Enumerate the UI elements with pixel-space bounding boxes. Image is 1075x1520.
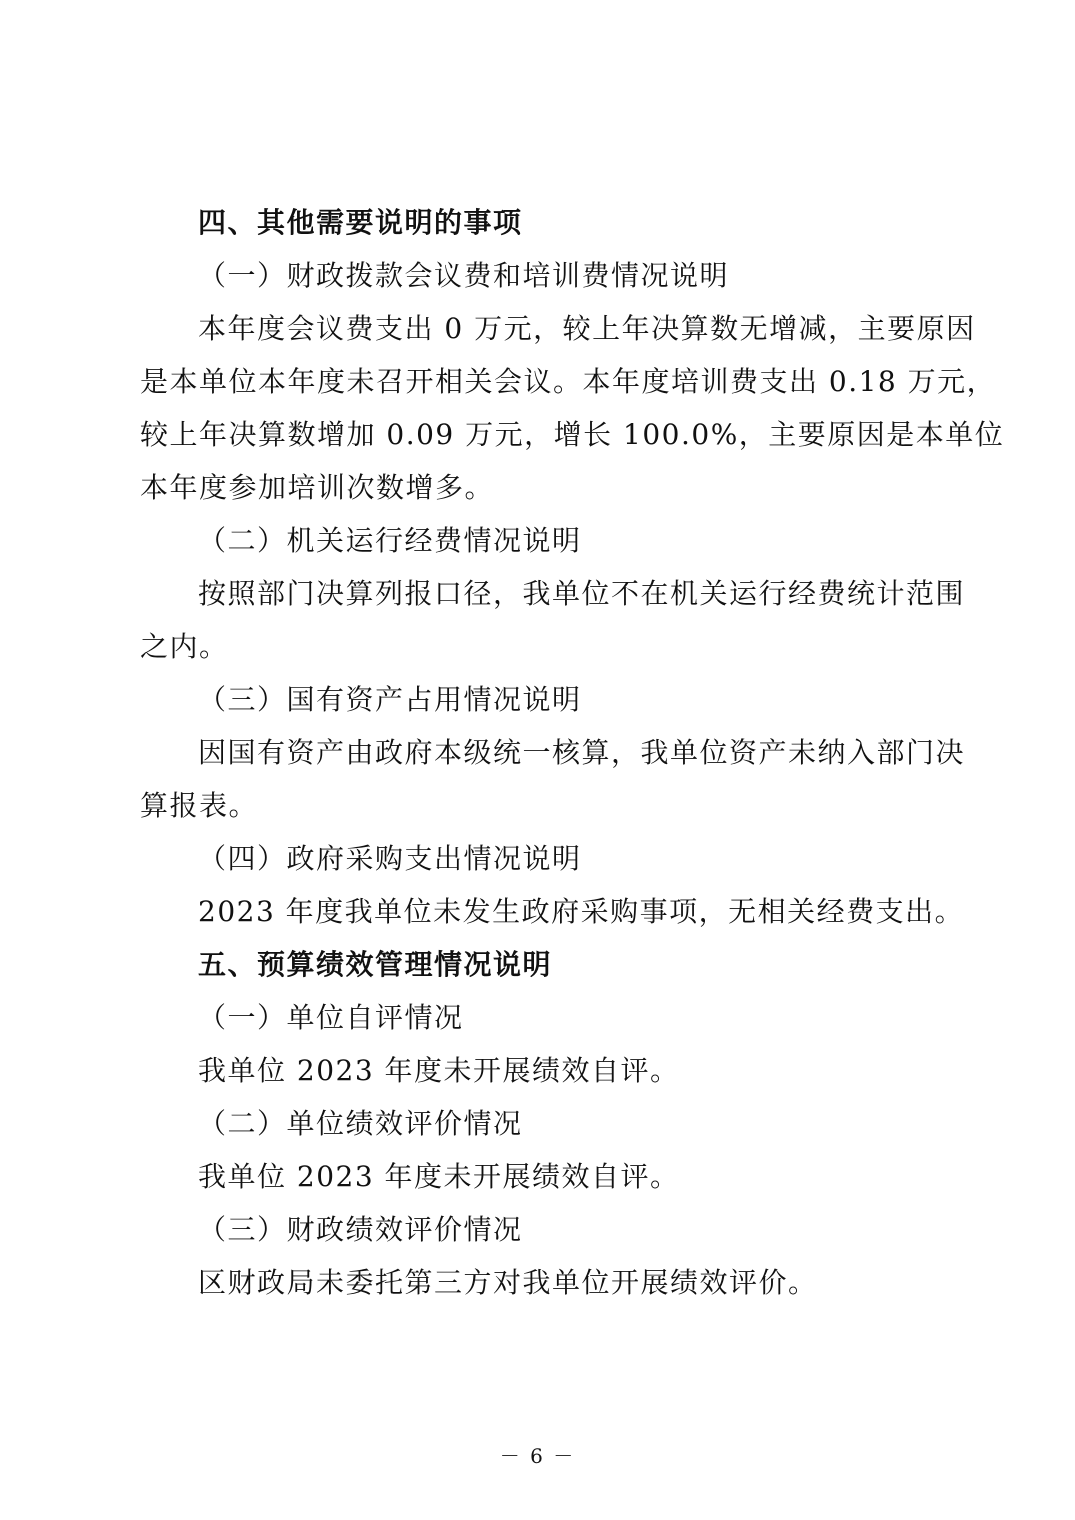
document-page (140, 196, 1005, 1309)
section-5-heading: 五、预算绩效管理情况说明 (198, 948, 553, 981)
section-4-1-heading: （一）财政拨款会议费和培训费情况说明 (198, 259, 730, 292)
paragraph-line: 区财政局未委托第三方对我单位开展绩效评价。 (198, 1266, 818, 1299)
section-5-1-heading: （一）单位自评情况 (198, 1001, 464, 1034)
paragraph-line: 因国有资产由政府本级统一核算，我单位资产未纳入部门决 (198, 736, 966, 769)
paragraph-line: 是本单位本年度未召开相关会议。本年度培训费支出 0.18 万元， (140, 365, 997, 398)
section-4-2-heading: （二）机关运行经费情况说明 (198, 524, 582, 557)
paragraph-line: 我单位 2023 年度未开展绩效自评。 (198, 1054, 680, 1087)
section-4-heading: 四、其他需要说明的事项 (198, 206, 523, 239)
paragraph-line: 算报表。 (140, 789, 259, 822)
page-number: － 6 － (499, 1444, 576, 1468)
section-4-3-heading: （三）国有资产占用情况说明 (198, 683, 582, 716)
section-5-2-heading: （二）单位绩效评价情况 (198, 1107, 523, 1140)
paragraph-line: 我单位 2023 年度未开展绩效自评。 (198, 1160, 680, 1193)
paragraph-line: 较上年决算数增加 0.09 万元，增长 100.0%，主要原因是本单位 (140, 418, 1005, 451)
paragraph-line: 本年度会议费支出 0 万元，较上年决算数无增减，主要原因 (198, 312, 976, 345)
section-4-4-heading: （四）政府采购支出情况说明 (198, 842, 582, 875)
paragraph-line: 按照部门决算列报口径，我单位不在机关运行经费统计范围 (198, 577, 966, 610)
paragraph-line: 本年度参加培训次数增多。 (140, 471, 495, 504)
paragraph-line: 2023 年度我单位未发生政府采购事项，无相关经费支出。 (198, 895, 965, 928)
section-5-3-heading: （三）财政绩效评价情况 (198, 1213, 523, 1246)
paragraph-line: 之内。 (140, 630, 229, 663)
